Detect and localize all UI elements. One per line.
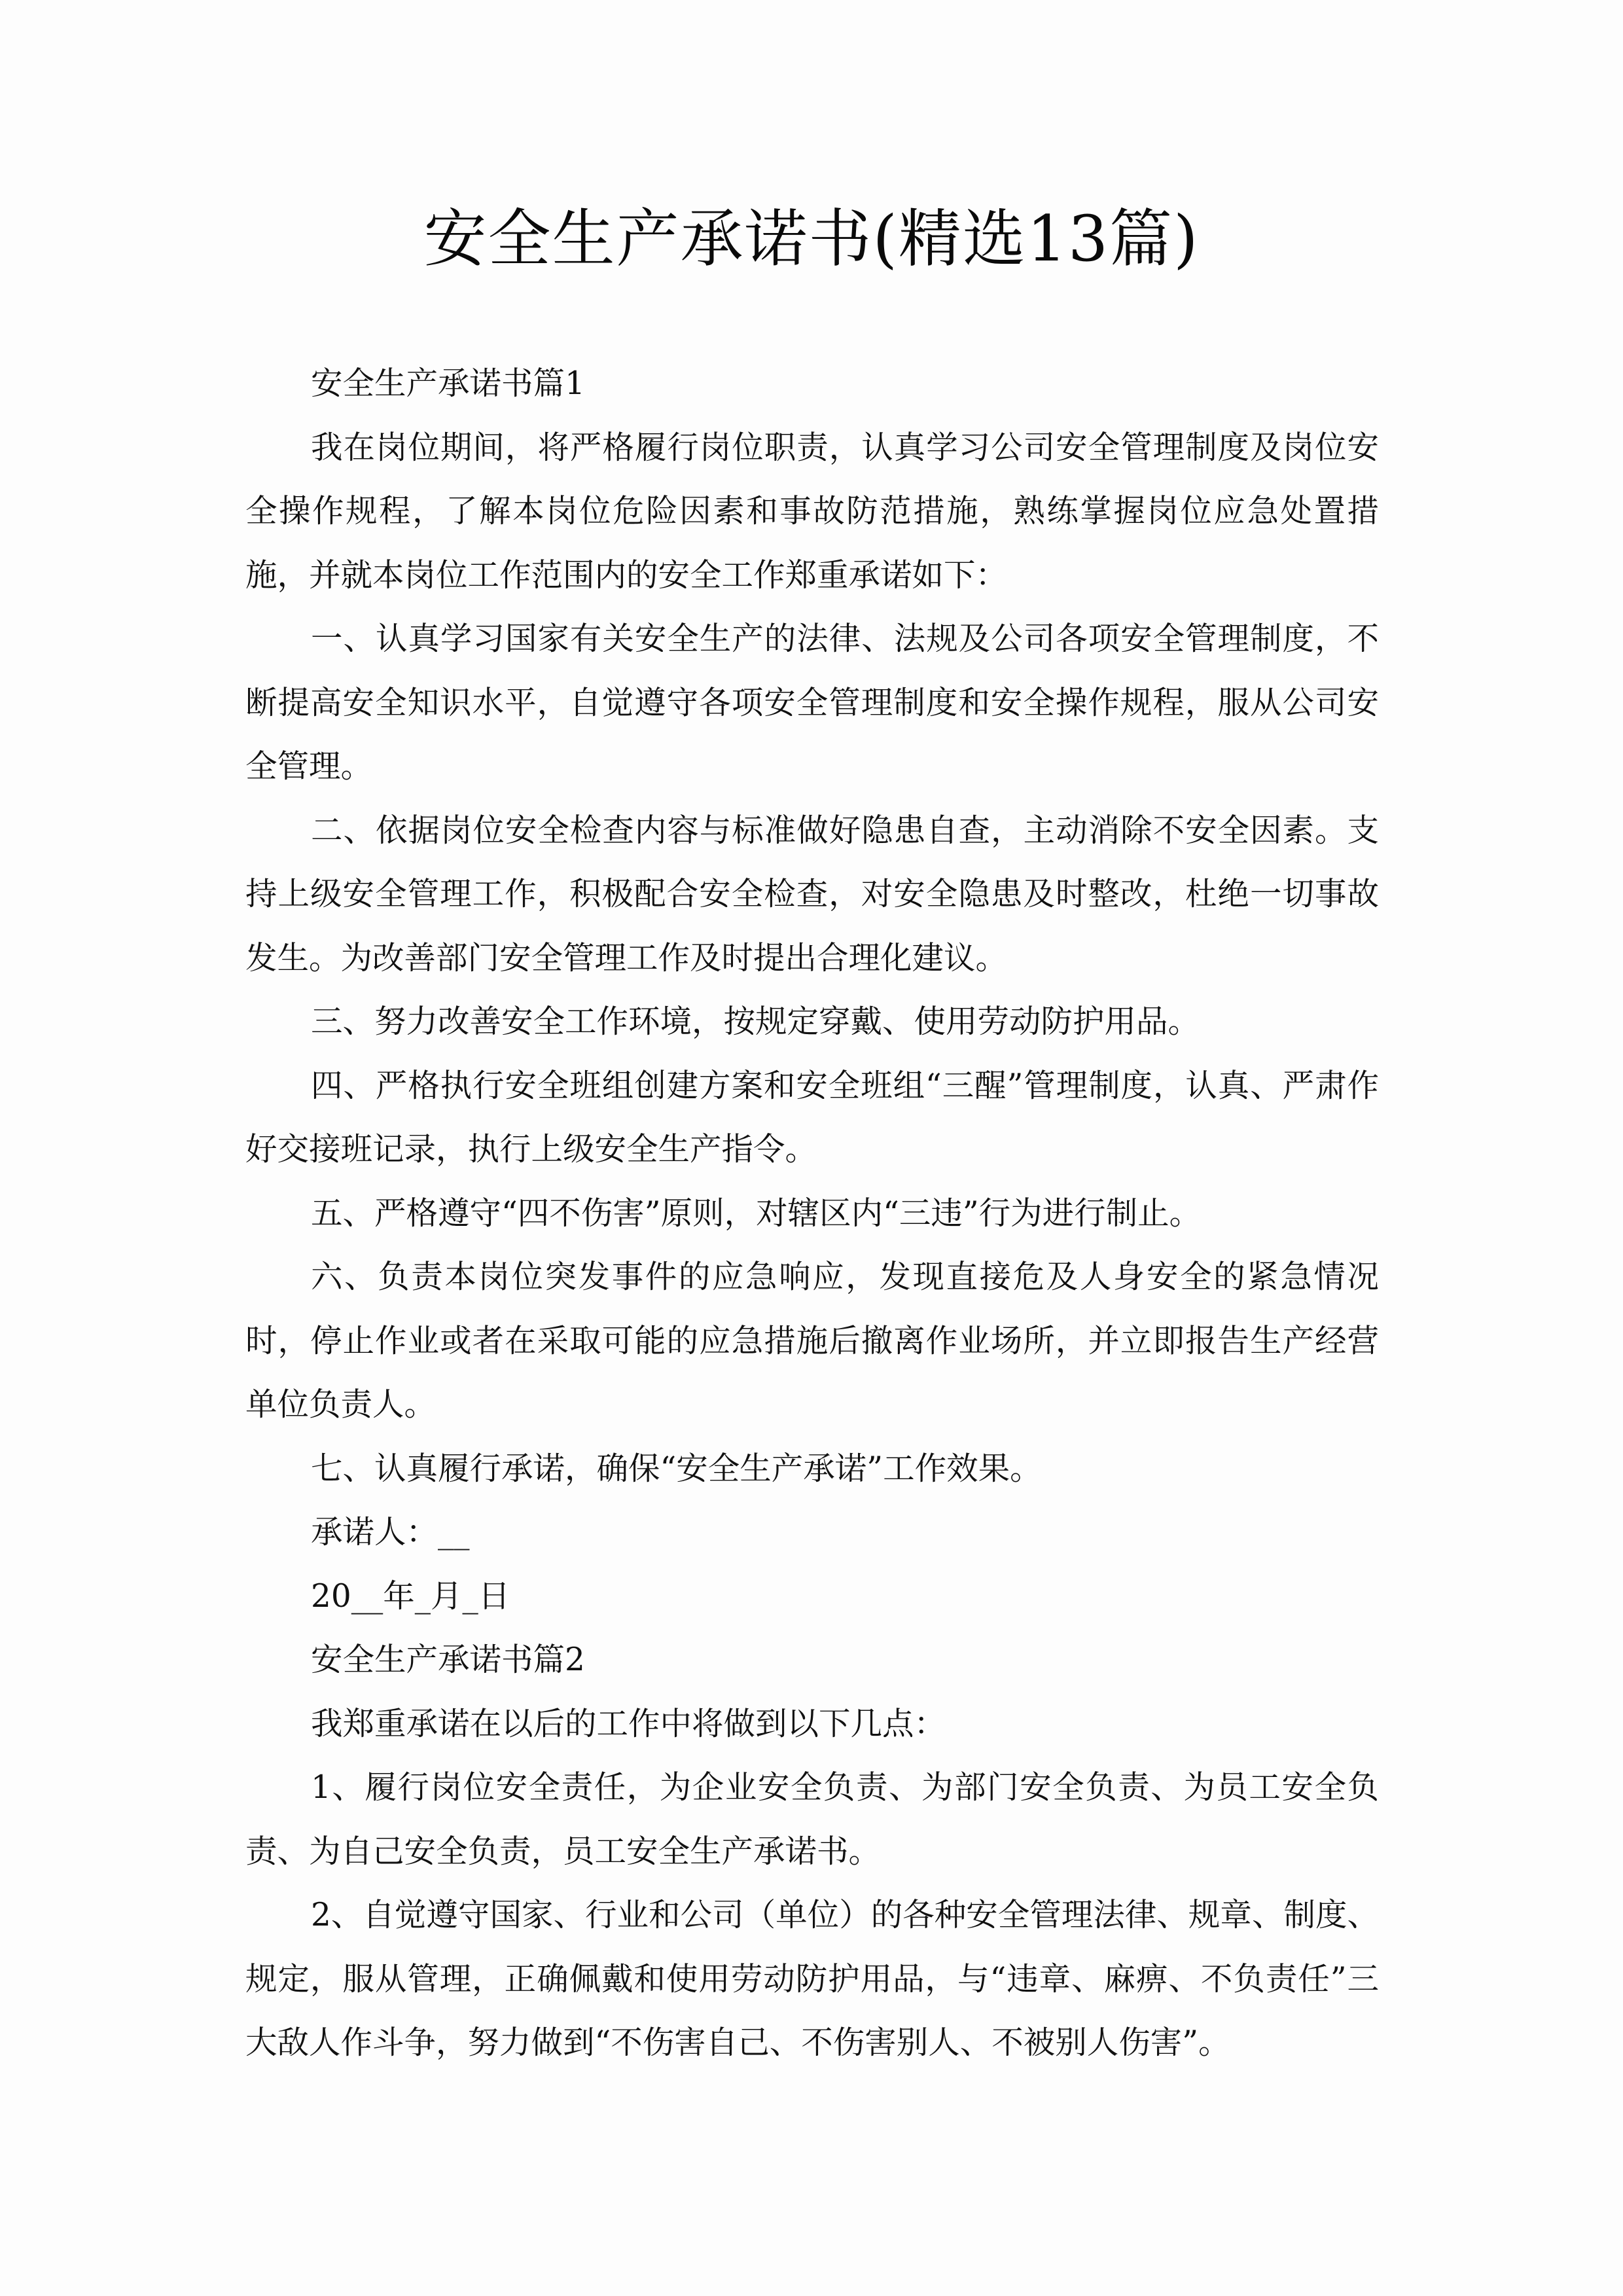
section-heading: 安全生产承诺书篇2: [311, 1641, 585, 1678]
commitment-item: 1、履行岗位安全责任，为企业安全负责、为部门安全负责、为员工安全负责、为自己安全负责，员工安全生产承诺书。: [245, 1769, 1379, 1870]
commitment-item: 五、严格遵守“四不伤害”原则，对辖区内“三违”行为进行制止。: [311, 1194, 1202, 1232]
date-line: 20__年_月_日: [311, 1577, 510, 1615]
commitment-item: 六、负责本岗位突发事件的应急响应，发现直接危及人身安全的紧急情况时，停止作业或者在采取可能的应急措施后撤离作业场所，并立即报告生产经营单位负责人。: [245, 1259, 1379, 1423]
section-heading: 安全生产承诺书篇1: [311, 365, 585, 402]
section-intro: 我在岗位期间，将严格履行岗位职责，认真学习公司安全管理制度及岗位安全操作规程，了解本岗位危险因素和事故防范措施，熟练掌握岗位应急处置措施，并就本岗位工作范围内的安全工作郑重承诺如下：: [245, 429, 1379, 594]
document-body: [245, 352, 1379, 2075]
section-intro: 我郑重承诺在以后的工作中将做到以下几点：: [311, 1705, 946, 1742]
commitment-item: 四、严格执行安全班组创建方案和安全班组“三醒”管理制度，认真、严肃作好交接班记录，执行上级安全生产指令。: [245, 1067, 1379, 1168]
commitment-item: 三、努力改善安全工作环境，按规定穿戴、使用劳动防护用品。: [311, 1003, 1200, 1040]
commitment-item: 七、认真履行承诺，确保“安全生产承诺”工作效果。: [311, 1450, 1042, 1487]
commitment-item: 2、自觉遵守国家、行业和公司（单位）的各种安全管理法律、规章、制度、规定，服从管理，正确佩戴和使用劳动防护用品，与“违章、麻痹、不负责任”三大敌人作斗争，努力做到“不伤害自己、不伤害别人、不被别人伤害”。: [245, 1897, 1379, 2061]
commitment-item: 一、认真学习国家有关安全生产的法律、法规及公司各项安全管理制度，不断提高安全知识水平，自觉遵守各项安全管理制度和安全操作规程，服从公司安全管理。: [245, 620, 1379, 785]
document-title: 安全生产承诺书(精选13篇): [423, 202, 1200, 276]
commitment-item: 二、依据岗位安全检查内容与标准做好隐患自查，主动消除不安全因素。支持上级安全管理工作，积极配合安全检查，对安全隐患及时整改，杜绝一切事故发生。为改善部门安全管理工作及时提出合理化建议。: [245, 812, 1379, 977]
signature-line: 承诺人：__: [311, 1514, 470, 1551]
